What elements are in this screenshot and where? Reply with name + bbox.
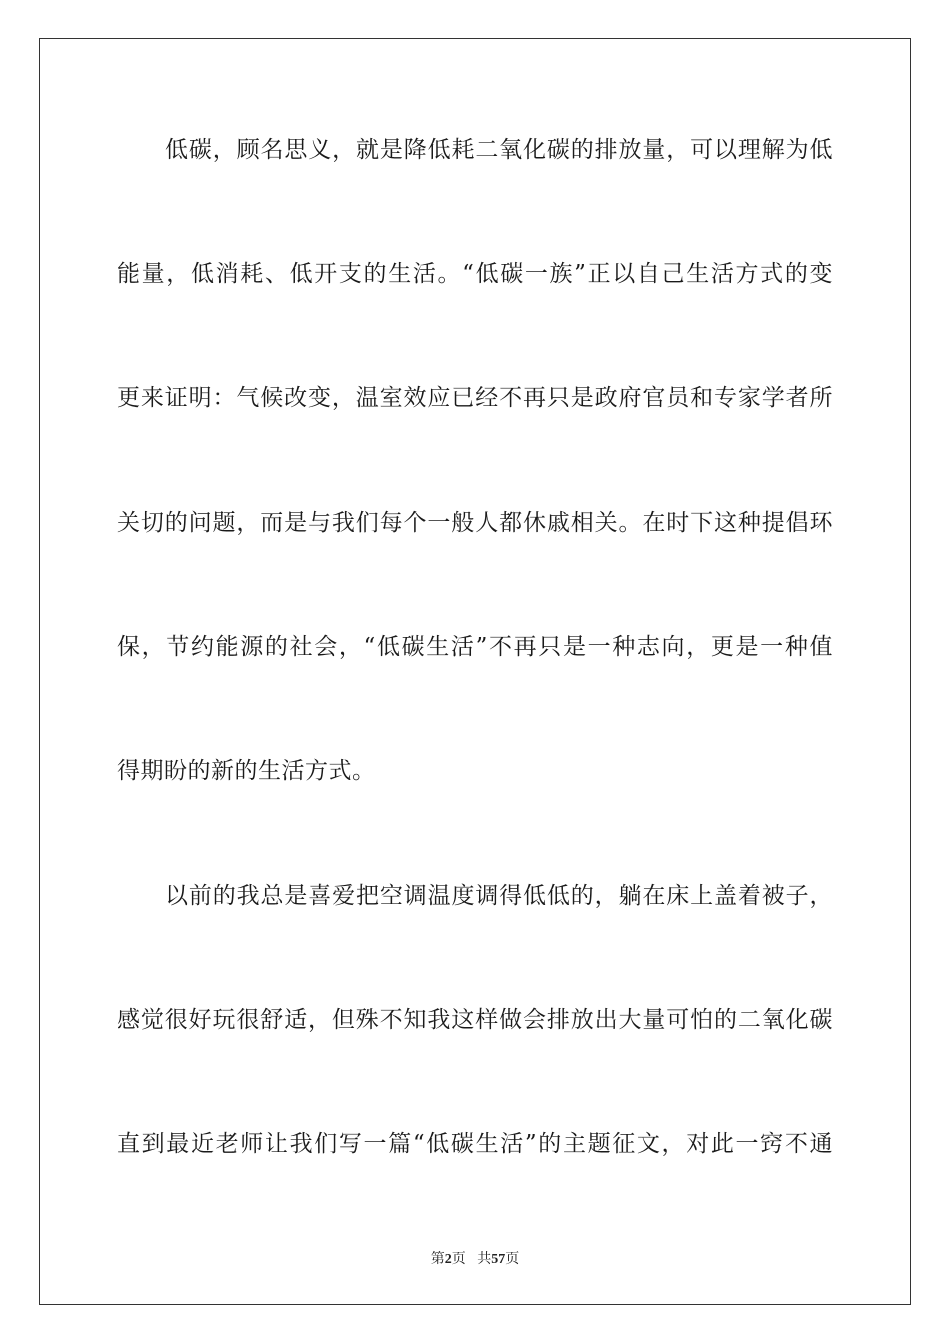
paragraph-line: 保，节约能源的社会，“低碳生活”不再只是一种志向，更是一种值 bbox=[117, 634, 833, 660]
total-suffix: 页 bbox=[505, 1252, 520, 1267]
paragraph-line: 能量，低消耗、低开支的生活。“低碳一族”正以自己生活方式的变 bbox=[117, 261, 833, 287]
paragraph-line: 更来证明：气候改变，温室效应已经不再只是政府官员和专家学者所 bbox=[117, 385, 833, 411]
page-suffix: 页 bbox=[451, 1252, 466, 1267]
page-footer bbox=[0, 1248, 950, 1268]
page-number: 2 bbox=[444, 1252, 452, 1267]
page-prefix: 第 bbox=[430, 1252, 445, 1267]
paragraph-line: 以前的我总是喜爱把空调温度调得低低的，躺在床上盖着被子， bbox=[165, 883, 833, 909]
paragraph-line: 直到最近老师让我们写一篇“低碳生活”的主题征文，对此一窍不通 bbox=[117, 1131, 833, 1157]
total-number: 57 bbox=[491, 1252, 506, 1267]
page-border bbox=[39, 38, 911, 1305]
total-prefix: 共 bbox=[477, 1252, 492, 1267]
page-indicator bbox=[431, 1252, 466, 1267]
total-indicator bbox=[477, 1252, 519, 1267]
paragraph-line: 关切的问题，而是与我们每个一般人都休戚相关。在时下这种提倡环 bbox=[117, 510, 833, 536]
paragraph-line: 得期盼的新的生活方式。 bbox=[117, 758, 376, 784]
paragraph-line: 感觉很好玩很舒适，但殊不知我这样做会排放出大量可怕的二氧化碳 bbox=[117, 1007, 833, 1033]
paragraph-line: 低碳，顾名思义，就是降低耗二氧化碳的排放量，可以理解为低 bbox=[165, 137, 833, 163]
